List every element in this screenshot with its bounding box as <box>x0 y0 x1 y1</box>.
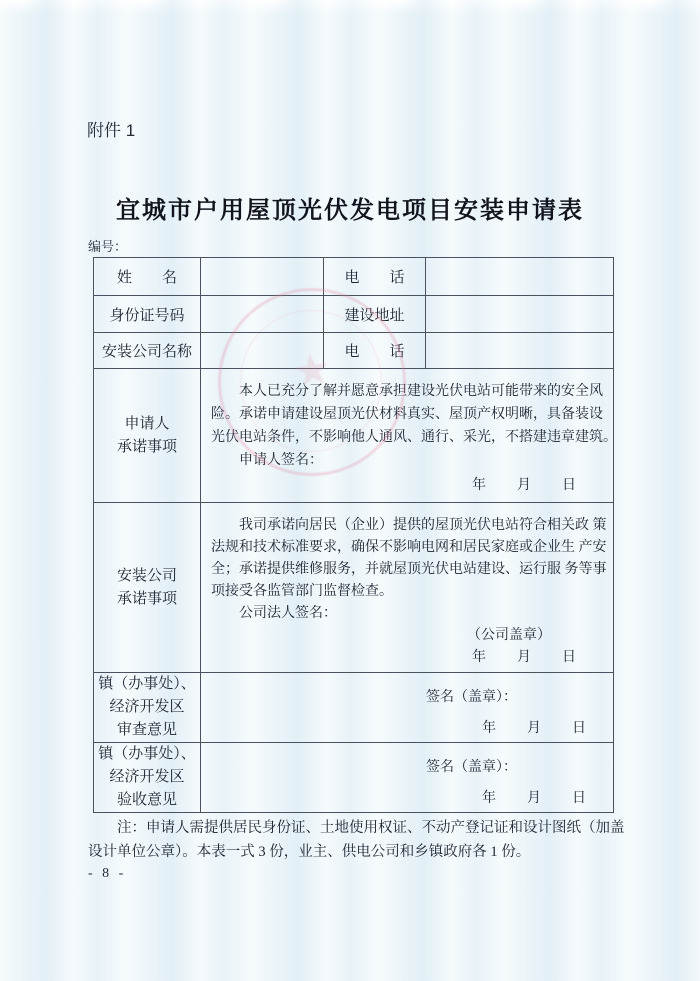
date-line: 年 月 日 <box>472 478 577 493</box>
label-line: 审查意见 <box>116 722 177 738</box>
company-commitment-content <box>201 503 614 673</box>
install-company-field <box>201 333 324 369</box>
signature-seal-label: 签名（盖章）： <box>426 760 517 775</box>
commitment-text-line: 光伏电站条件，不影响他人通风、通行、采光，不搭建违章建筑。 <box>211 430 617 445</box>
label-line: 承诺事项 <box>116 438 177 455</box>
footnote-line: 设计单位公章）。本表一式 3 份，业主、供电公司和乡镇政府各 1 份。 <box>88 844 531 860</box>
label-line: 镇（办事处）、 <box>98 746 196 762</box>
name-field <box>201 258 324 296</box>
attachment-label: 附件 1 <box>87 121 136 140</box>
applicant-commitment-label <box>94 369 201 503</box>
footnote <box>88 816 648 864</box>
seal-star-icon: ★ <box>288 343 335 398</box>
legal-person-signature-label: 公司法人签名： <box>239 605 337 621</box>
company-phone-field <box>426 333 614 369</box>
acceptance-opinion-content <box>201 743 614 813</box>
id-number-field <box>201 296 324 333</box>
construction-address-field <box>426 296 614 333</box>
phone-label: 电 话 <box>324 258 426 296</box>
phone-field <box>426 258 614 296</box>
label-line: 镇（办事处）、 <box>98 676 196 692</box>
commitment-text-line: 法规和技术标准要求，确保不影响电网和居民家庭或企业生 产安 <box>211 539 607 555</box>
acceptance-opinion-row <box>94 743 614 813</box>
commitment-text-line: 项接受各监管部门监督检查。 <box>211 583 393 599</box>
review-opinion-row <box>94 673 614 743</box>
company-phone-label: 电 话 <box>324 333 426 369</box>
application-form-table <box>93 257 617 813</box>
table-row <box>94 258 614 296</box>
company-commitment-label <box>94 503 201 673</box>
label-line: 承诺事项 <box>116 590 177 607</box>
applicant-commitment-content <box>201 369 617 503</box>
commitment-text-line: 我司承诺向居民（企业）提供的屋顶光伏电站符合相关政 策 <box>239 517 607 533</box>
construction-address-label: 建设地址 <box>324 296 426 333</box>
date-line: 年 月 日 <box>482 791 587 806</box>
label-line: 经济开发区 <box>109 769 185 785</box>
code-number-label: 编号： <box>88 239 128 254</box>
label-line: 验收意见 <box>116 792 177 808</box>
page-title: 宜城市户用屋顶光伏发电项目安装申请表 <box>116 198 584 224</box>
id-number-label: 身份证号码 <box>94 296 201 333</box>
commitment-text-line: 全；承诺提供维修服务，并就屋顶光伏电站建设、运行服 务等事 <box>211 561 607 577</box>
table-row <box>94 296 614 333</box>
install-company-label: 安装公司名称 <box>94 333 201 369</box>
commitment-text-line: 本人已充分了解并愿意承担建设光伏电站可能带来的安全风 <box>239 384 603 399</box>
applicant-signature-label: 申请人签名： <box>239 453 323 468</box>
acceptance-opinion-label <box>94 743 201 813</box>
review-opinion-label <box>94 673 201 743</box>
table-row <box>94 333 614 369</box>
commitment-text-line: 险。承诺申请建设屋顶光伏材料真实、屋顶产权明晰，具备装设 <box>211 407 603 422</box>
label-line: 申请人 <box>124 415 170 432</box>
name-label: 姓 名 <box>94 258 201 296</box>
signature-seal-label: 签名（盖章）： <box>426 690 517 705</box>
company-commitment-row <box>94 503 614 673</box>
applicant-commitment-row <box>94 369 614 503</box>
label-line: 安装公司 <box>116 567 177 584</box>
footnote-line: 注：申请人需提供居民身份证、土地使用权证、不动产登记证和设计图纸（加盖 <box>117 820 625 836</box>
date-line: 年 月 日 <box>472 649 577 665</box>
label-line: 经济开发区 <box>109 699 185 715</box>
date-line: 年 月 日 <box>482 721 587 736</box>
page-number: - 8 - <box>88 866 127 881</box>
review-opinion-content <box>201 673 614 743</box>
company-seal-label: （公司盖章） <box>467 627 551 643</box>
